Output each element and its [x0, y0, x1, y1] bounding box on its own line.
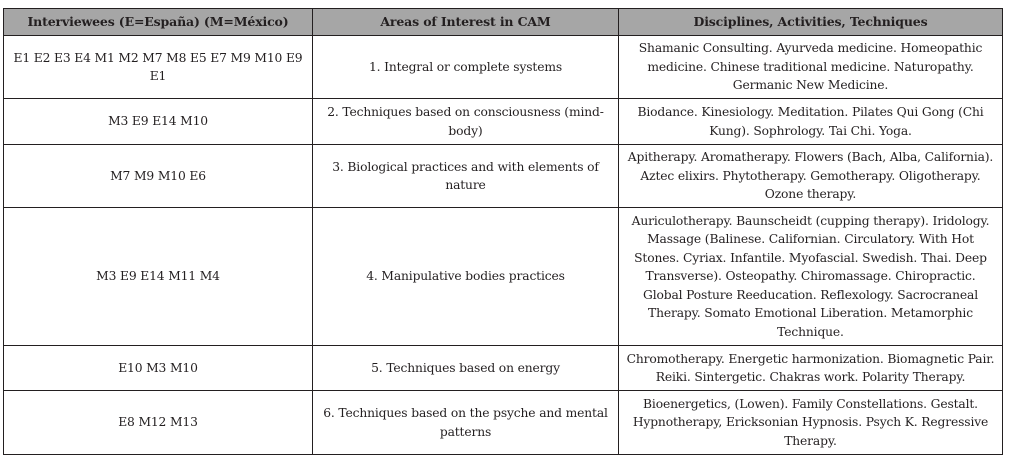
- cell-disciplines: Apitherapy. Aromatherapy. Flowers (Bach, Alba, California). Aztec elixirs. Phytotherapy. Gemotherapy. Oligotherapy. Ozone therapy.: [619, 145, 1003, 208]
- cell-area: 6. Techniques based on the psyche and mental patterns: [313, 391, 619, 455]
- table-row: [4, 145, 1003, 208]
- cell-interviewees: M3 E9 E14 M11 M4: [4, 208, 313, 346]
- cell-disciplines: Bioenergetics, (Lowen). Family Constellations. Gestalt. Hypnotherapy, Ericksonian Hypnosis. Psych K. Regressive Therapy.: [619, 391, 1003, 455]
- cell-disciplines: Chromotherapy. Energetic harmonization. Biomagnetic Pair. Reiki. Sintergetic. Chakras work. Polarity Therapy.: [619, 346, 1003, 391]
- table-row: [4, 346, 1003, 391]
- cell-disciplines: Shamanic Consulting. Ayurveda medicine. Homeopathic medicine. Chinese traditional medicine. Naturopathy. Germanic New Medicine.: [619, 36, 1003, 99]
- cell-area: 1. Integral or complete systems: [313, 36, 619, 99]
- cell-interviewees: E10 M3 M10: [4, 346, 313, 391]
- header-areas-of-interest: Areas of Interest in CAM: [313, 9, 619, 36]
- cell-disciplines: Biodance. Kinesiology. Meditation. Pilates Qui Gong (Chi Kung). Sophrology. Tai Chi. Yoga.: [619, 99, 1003, 145]
- cell-interviewees: E1 E2 E3 E4 M1 M2 M7 M8 E5 E7 M9 M10 E9 E1: [4, 36, 313, 99]
- header-interviewees: Interviewees (E=España) (M=México): [4, 9, 313, 36]
- cell-area: 5. Techniques based on energy: [313, 346, 619, 391]
- cell-disciplines: Auriculotherapy. Baunscheidt (cupping therapy). Iridology. Massage (Balinese. Californian. Circulatory. With Hot Stones. Cyriax. Infantile. Myofascial. Swedish. Thai. Deep Transverse). Osteopathy. Chiromassage. Chiropractic. Global Posture Reeducation. Reflexology. Sacrocraneal Therapy. Somato Emotional Liberation. Metamorphic Technique.: [619, 208, 1003, 346]
- table-row: [4, 36, 1003, 99]
- header-disciplines: Disciplines, Activities, Techniques: [619, 9, 1003, 36]
- cell-area: 4. Manipulative bodies practices: [313, 208, 619, 346]
- table-header-row: [4, 9, 1003, 36]
- cell-interviewees: E8 M12 M13: [4, 391, 313, 455]
- table-row: [4, 99, 1003, 145]
- cell-interviewees: M3 E9 E14 M10: [4, 99, 313, 145]
- table-row: [4, 208, 1003, 346]
- table-row: [4, 391, 1003, 455]
- cam-table: [3, 8, 1003, 455]
- cell-area: 3. Biological practices and with elements of nature: [313, 145, 619, 208]
- cell-interviewees: M7 M9 M10 E6: [4, 145, 313, 208]
- cell-area: 2. Techniques based on consciousness (mind-body): [313, 99, 619, 145]
